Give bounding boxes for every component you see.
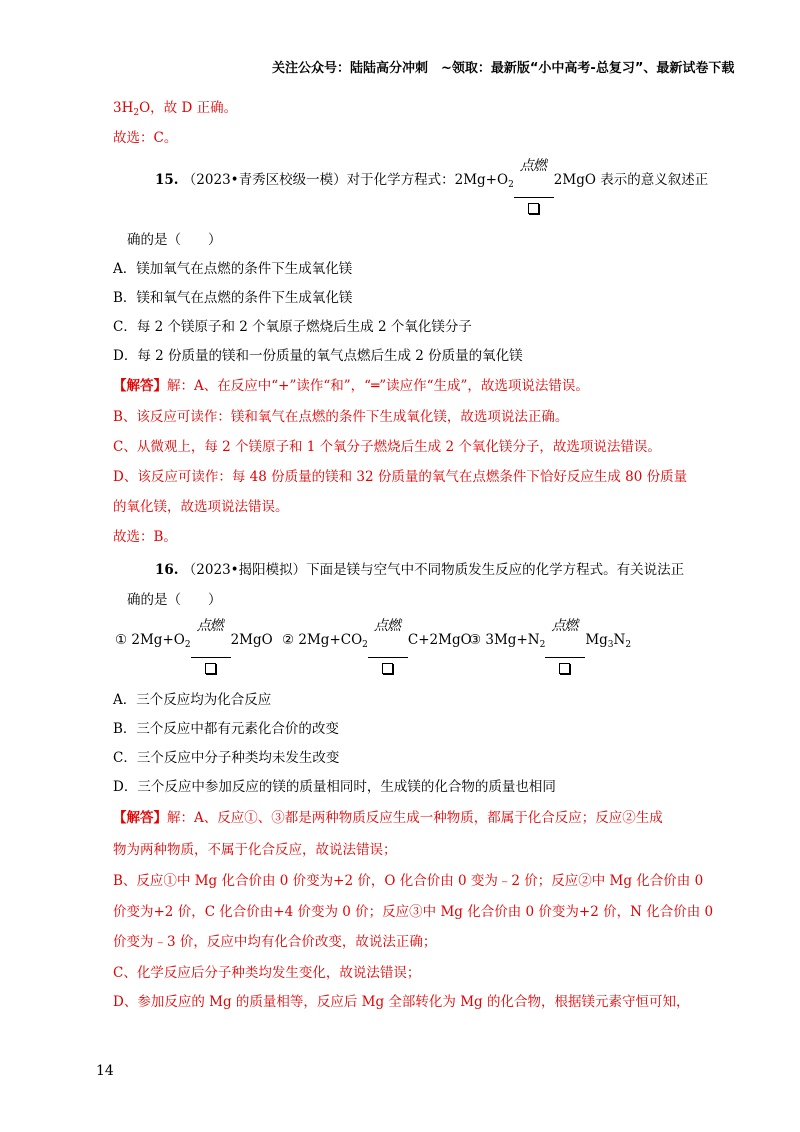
reaction-condition [514,158,554,190]
q15-answer: 故选：B。 [113,529,177,545]
subscript: 2 [539,640,546,650]
q15-analysis-line: 的氧化镁，故选项说法错误。 [113,499,289,515]
equation-bar [514,197,554,198]
reaction-condition [368,618,408,650]
q16-option-d: D．三个反应中参加反应的镁的质量相同时，生成镁的化合物的质量也相同 [113,779,556,795]
q16-equation-3 [469,618,632,655]
q16-equation-2 [282,618,472,655]
prev-text: 3H [113,100,134,116]
q16-option-a: A．三个反应均为化合反应 [113,692,272,708]
q16-stem [155,560,684,580]
prev-text: O，故 D 正确。 [139,100,238,116]
q15-option-c: C．每 2 个镁原子和 2 个氧原子燃烧后生成 2 个氧化镁分子 [113,319,472,335]
question-number: 16. [155,562,179,578]
q16-equation-1 [115,618,273,655]
q16-option-c: C．三个反应中分子种类均未发生改变 [113,750,340,766]
analysis-text: 解：A、在反应中“+”读作“和”，“═”读应作“生成”，故选项说法错误。 [167,378,589,394]
q15-stem-line2: 确的是（ ） [127,232,222,248]
stem-text: （2023•揭阳模拟）下面是镁与空气中不同物质发生反应的化学方程式。有关说法正 [182,562,685,578]
equation-text: N [613,632,626,648]
q16-analysis-line: B、反应①中 Mg 化合价由 0 价变为+2 价，O 化合价由 0 变为﹣2 价；反应②中 Mg 化合价由 0 [113,873,704,889]
subscript: 2 [508,180,514,190]
question-number: 15. [155,172,179,188]
stem-text: 2MgO 表示的意义叙述正 [553,172,709,188]
analysis-text: 解：A、反应①、③都是两种物质反应生成一种物质，都属于化合反应；反应②生成 [167,810,663,826]
equation-bar [191,657,231,658]
q15-option-b: B．镁和氧气在点燃的条件下生成氧化镁 [113,290,353,306]
condition-text: 点燃 [373,618,400,634]
analysis-tag: 【解答】 [113,378,167,394]
analysis-tag: 【解答】 [113,810,167,826]
q15-stem [155,158,709,195]
checkbox-glyph [528,203,539,214]
q15-analysis-line: C、从微观上，每 2 个镁原子和 1 个氧分子燃烧后生成 2 个氧化镁分子，故选项说法错误。 [113,439,661,455]
stem-text: （2023•青秀区校级一模）对于化学方程式：2Mg+O [182,172,509,188]
equation-text: ① 2Mg+O [115,632,185,648]
q15-analysis-line: B、该反应可读作：镁和氧气在点燃的条件下生成氧化镁，故选项说法正确。 [113,409,569,425]
checkbox-glyph [382,663,393,674]
subscript: 2 [184,640,191,650]
subscript: 3 [607,640,614,650]
reaction-condition [545,618,585,650]
q15-analysis-line: D、该反应可读作：每 48 份质量的镁和 32 份质量的氧气在点燃条件下恰好反应生成 80 份质量 [113,469,688,485]
q15-option-a: A．镁加氧气在点燃的条件下生成氧化镁 [113,261,353,277]
q16-stem-line2: 确的是（ ） [127,592,222,608]
reaction-condition [191,618,231,650]
q16-analysis-line: D、参加反应的 Mg 的质量相等，反应后 Mg 全部转化为 Mg 的化合物，根据镁元素守恒可知， [113,994,690,1010]
prev-answer-tail [113,98,237,123]
q16-analysis-line: 价变为+2 价，C 化合价由+4 价变为 0 价；反应③中 Mg 化合价由 0 价变为+2 价，N 化合价由 0 [113,904,714,920]
subscript: 2 [625,640,632,650]
q16-analysis-line [113,808,663,828]
page-header: 关注公众号：陆陆高分冲刺 ~领取：最新版“小中高考-总复习”、最新试卷下载 [272,61,735,76]
equation-text: 2MgO [230,632,273,648]
prev-answer: 故选：C。 [113,130,178,146]
q16-analysis-line: 物为两种物质，不属于化合反应，故说法错误； [113,842,397,858]
subscript: 2 [133,108,140,118]
subscript: 2 [362,640,368,650]
q16-option-b: B．三个反应中都有元素化合价的改变 [113,721,339,737]
checkbox-glyph [559,663,570,674]
q15-option-d: D．每 2 份质量的镁和一份质量的氧气点燃后生成 2 份质量的氧化镁 [113,348,523,364]
condition-text: 点燃 [196,618,223,634]
condition-text: 点燃 [551,618,578,634]
equation-bar [545,657,585,658]
q16-analysis-line: 价变为﹣3 价，反应中均有化合价改变，故说法正确； [113,934,437,950]
condition-text: 点燃 [519,158,546,174]
equation-text: C+2MgO [407,632,472,648]
page-number: 14 [96,1063,114,1079]
equation-text: ③ 3Mg+N [469,632,540,648]
checkbox-glyph [205,663,216,674]
equation-bar [368,657,408,658]
equation-text: ② 2Mg+CO [282,632,363,648]
q15-analysis-line [113,376,589,396]
q16-analysis-line: C、化学反应后分子种类均发生变化，故说法错误； [113,965,421,981]
equation-text: Mg [585,632,608,648]
